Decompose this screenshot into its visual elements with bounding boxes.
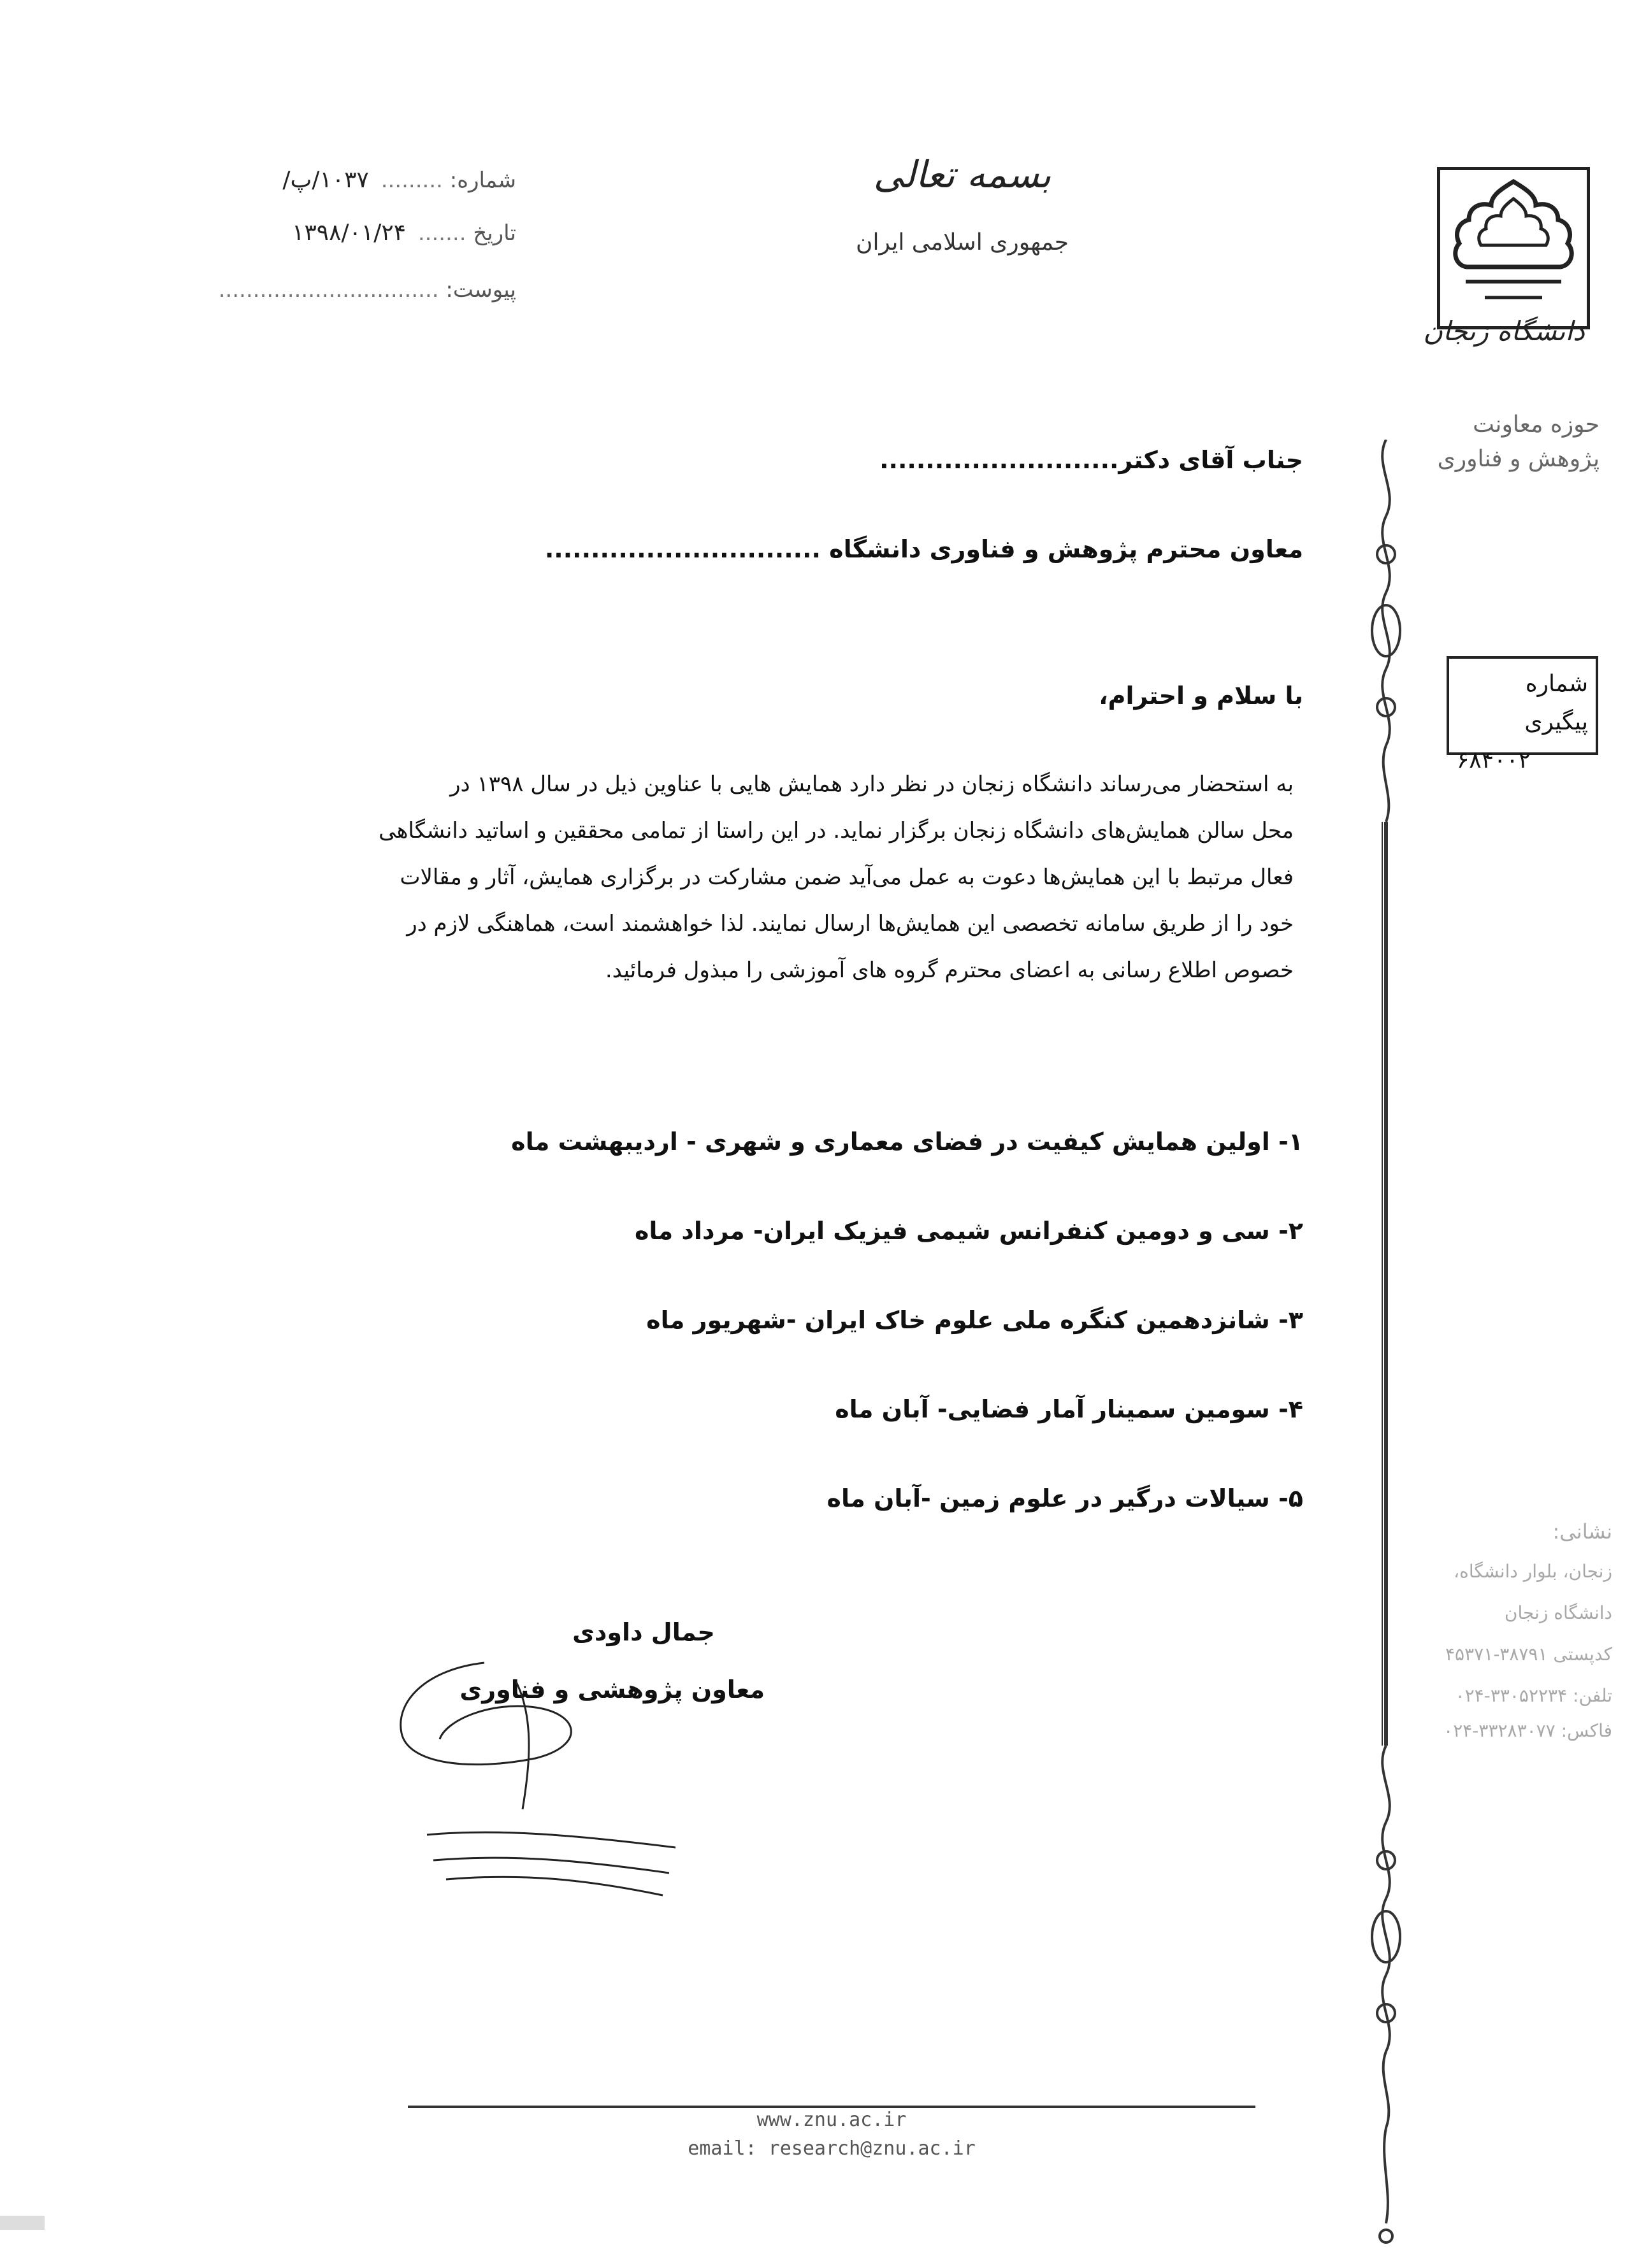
address-fax: فاکس: ۳۳۲۸۳۰۷۷-۰۲۴	[1443, 1720, 1612, 1741]
paragraph-line: فعال مرتبط با این همایش‌ها دعوت به عمل می‌آید ضمن مشارکت در برگزاری همایش، آثار و مقالات	[400, 865, 1294, 890]
university-logo	[1437, 167, 1590, 329]
letter-attachment-dots: ................................	[218, 277, 439, 303]
address-line-2: دانشگاه زنجان	[1504, 1602, 1612, 1623]
letter-date-label: تاریخ	[473, 220, 516, 246]
paragraph-line: خصوص اطلاع رسانی به اعضای محترم گروه های آموزشی را مبذول فرمائید.	[605, 958, 1294, 983]
letter-attachment-label: پیوست:	[445, 277, 516, 303]
address-line-1: زنجان، بلوار دانشگاه،	[1454, 1561, 1612, 1582]
footer-email: email: research@znu.ac.ir	[688, 2137, 976, 2160]
footer-website: www.znu.ac.ir	[756, 2109, 907, 2131]
conference-item: ۵- سیالات درگیر در علوم زمین -آبان ماه	[827, 1484, 1303, 1512]
tracking-number-box	[1447, 656, 1598, 773]
letter-number-row	[185, 167, 516, 193]
letter-date-dots: .......	[417, 220, 466, 246]
address-postal-code: کدپستی ۳۸۷۹۱-۴۵۳۷۱	[1445, 1644, 1612, 1665]
conference-item: ۱- اولین همایش کیفیت در فضای معماری و شهری - اردیبهشت ماه	[511, 1128, 1303, 1156]
letter-addressee: معاون محترم پژوهش و فناوری دانشگاه ..............................	[544, 535, 1303, 563]
scanner-watermark	[0, 2216, 45, 2230]
address-label: نشانی:	[1552, 1519, 1612, 1544]
ornamental-border	[1354, 440, 1418, 2268]
letter-attachment-row	[185, 277, 516, 303]
letter-greeting: با سلام و احترام،	[1099, 682, 1303, 710]
tracking-number-value: ۶۸۴۰۰۲	[1457, 747, 1531, 773]
invocation-heading: بسمه تعالی	[873, 153, 1051, 196]
paragraph-line: خود را از طریق سامانه تخصصی این همایش‌ها ارسال نمایند. لذا خواهشمند است، هماهنگی لازم در	[407, 911, 1294, 937]
letter-number-label: شماره:	[449, 168, 516, 193]
republic-title: جمهوری اسلامی ایران	[856, 229, 1069, 255]
letter-number-value: ۱۰۳۷/پ/	[282, 167, 369, 193]
conference-item: ۳- شانزدهمین کنگره ملی علوم خاک ایران -شهریور ماه	[646, 1306, 1303, 1334]
department-line-2: پژوهش و فناوری	[1437, 446, 1600, 472]
letter-number-dots: .........	[380, 168, 443, 193]
handwritten-signature	[370, 1644, 688, 1911]
signatory-title: معاون پژوهشی و فناوری	[459, 1676, 765, 1704]
footer-divider	[408, 2106, 1255, 2108]
signatory-name: جمال داودی	[572, 1618, 715, 1646]
letter-salutation: جناب آقای دکتر..........................	[879, 446, 1303, 474]
paragraph-line: به استحضار می‌رساند دانشگاه زنجان در نظر دارد همایش هایی با عناوین ذیل در سال ۱۳۹۸ در	[450, 772, 1294, 797]
university-logo-caption: دانشگاه زنجان	[1423, 315, 1585, 347]
tracking-number-label: شماره پیگیری	[1524, 671, 1588, 735]
letter-paragraph	[210, 761, 1294, 994]
conference-item: ۲- سی و دومین کنفرانس شیمی فیزیک ایران- مرداد ماه	[634, 1217, 1303, 1245]
department-name	[1396, 408, 1600, 477]
paragraph-line: محل سالن همایش‌های دانشگاه زنجان برگزار نماید. در این راستا از تمامی محققین و اساتید دانشگاهی	[379, 818, 1294, 843]
letter-date-row	[185, 220, 516, 246]
letter-date-value: ۱۳۹۸/۰۱/۲۴	[292, 220, 407, 246]
department-line-1: حوزه معاونت	[1473, 412, 1600, 438]
university-emblem-icon	[1440, 170, 1587, 326]
conference-item: ۴- سومین سمینار آمار فضایی- آبان ماه	[835, 1395, 1303, 1423]
address-phone: تلفن: ۳۳۰۵۲۲۳۴-۰۲۴	[1455, 1685, 1612, 1706]
